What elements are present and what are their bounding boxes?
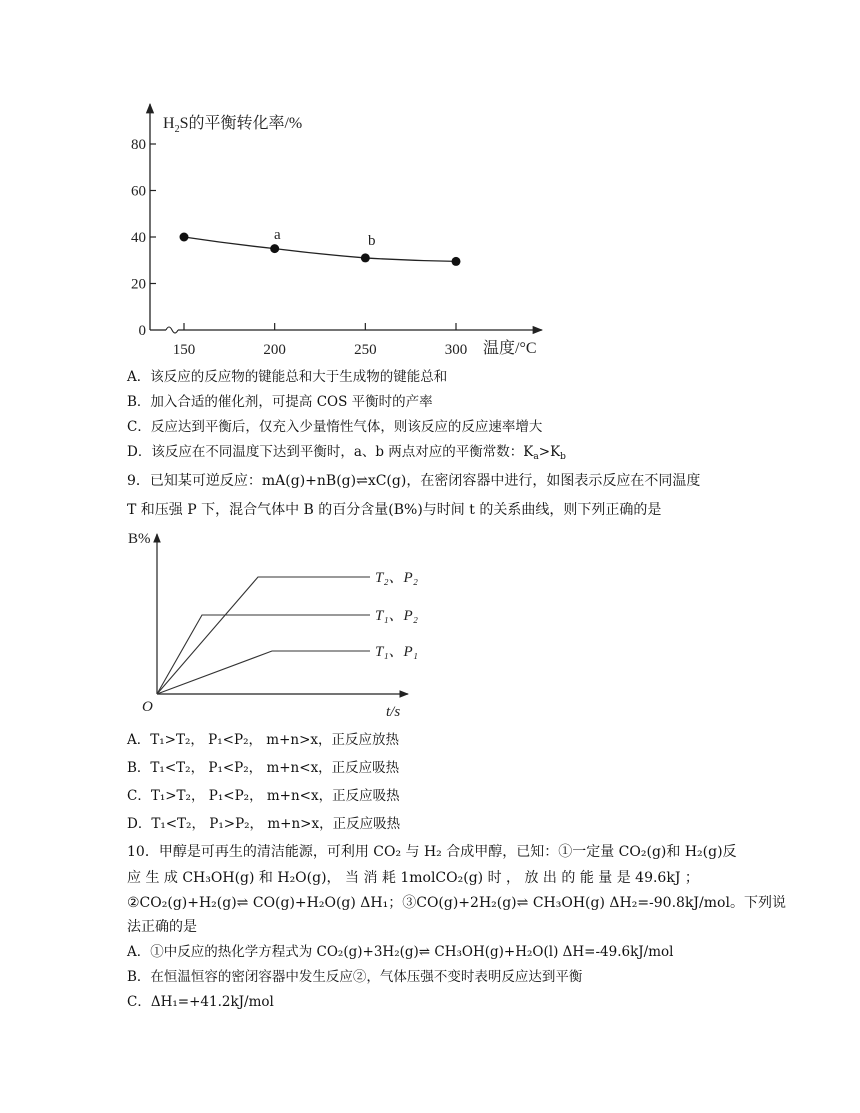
legend-t1-p2: T₁、P₂ (375, 608, 418, 624)
q9-stem-line2: T 和压强 P 下，混合气体中 B 的百分含量(B%)与时间 t 的关系曲线，则下列正确的是 (127, 502, 662, 518)
q10-option-c: C．ΔH₁=+41.2kJ/mol (127, 994, 274, 1010)
q8-option-a: A．该反应的反应物的键能总和大于生成物的键能总和 (127, 369, 448, 385)
y-tick-label: 60 (131, 183, 146, 200)
y-tick-label: 20 (131, 276, 146, 293)
q10-stem-line1: 10．甲醇是可再生的清洁能源，可利用 CO₂ 与 H₂ 合成甲醇，已知：①一定量 CO₂(g)和 H₂(g)反 (127, 844, 737, 860)
curve-t2-p2 (157, 577, 370, 694)
data-point (361, 253, 370, 262)
axis-break-icon (166, 327, 178, 333)
h2s-conversion-chart (0, 0, 860, 370)
y-tick-label: 40 (131, 230, 146, 246)
q8-option-d: D．该反应在不同温度下达到平衡时，a、b 两点对应的平衡常数：$K_a>K_b$ (127, 444, 566, 462)
legend-t1-p1: T₁、P₁ (375, 644, 418, 660)
legend-t2-p2: T₂、P₂ (375, 570, 418, 586)
x-tick-label: 250 (354, 342, 377, 358)
x-tick-label: 150 (172, 342, 196, 358)
point-label-b: b (368, 233, 376, 249)
q10-option-a: A．①中反应的热化学方程式为 CO₂(g)+3H₂(g)⇌ CH₃OH(g)+H₂O(l) ΔH=-49.6kJ/mol (127, 944, 674, 960)
q10-stem-line2: 应 生 成 CH₃OH(g) 和 H₂O(g)， 当 消 耗 1molCO₂(g) 时 ， 放 出 的 能 量 是 49.6kJ ； (127, 870, 699, 886)
y-tick-label: 80 (131, 137, 146, 153)
q9-option-c: C．T₁>T₂， P₁<P₂， m+n<x，正反应吸热 (127, 788, 400, 804)
q9-option-a: A．T₁>T₂， P₁<P₂， m+n>x，正反应放热 (127, 732, 400, 748)
q8-option-b: B．加入合适的催化剂，可提高 COS 平衡时的产率 (127, 394, 433, 410)
y-axis-label: B% (128, 531, 151, 547)
q9-stem-line1: 9．已知某可逆反应：mA(g)+nB(g)⇌xC(g)，在密闭容器中进行，如图表示反应在不同温度 (127, 473, 701, 489)
q9-option-d: D．T₁<T₂， P₁>P₂， m+n>x，正反应吸热 (127, 816, 401, 832)
data-point (270, 244, 279, 253)
x-tick-label: 200 (263, 342, 286, 358)
b-percent-chart (0, 522, 860, 722)
origin-label: O (142, 699, 153, 715)
q9-option-b: B．T₁<T₂， P₁<P₂， m+n<x，正反应吸热 (127, 760, 400, 776)
conversion-curve (184, 237, 456, 261)
y-tick-label: 0 (138, 323, 146, 339)
y-axis-label: $H_2S$的平衡转化率/% (163, 115, 303, 135)
q10-stem-line4: 法正确的是 (127, 919, 197, 935)
q8-option-c: C．反应达到平衡后，仅充入少量惰性气体，则该反应的反应速率增大 (127, 419, 543, 435)
point-label-a: a (274, 227, 281, 243)
x-axis-label: t/s (386, 704, 401, 720)
q10-stem-line3: ②CO₂(g)+H₂(g)⇌ CO(g)+H₂O(g) ΔH₁；③CO(g)+2H₂(g)⇌ CH₃OH(g) ΔH₂=-90.8kJ/mol。下列说 (127, 895, 786, 911)
data-point (180, 233, 189, 242)
q10-option-b: B．在恒温恒容的密闭容器中发生反应②，气体压强不变时表明反应达到平衡 (127, 969, 583, 985)
x-tick-label: 300 (444, 342, 468, 358)
data-point (452, 257, 461, 266)
x-axis-label: 温度/°C (483, 340, 537, 357)
